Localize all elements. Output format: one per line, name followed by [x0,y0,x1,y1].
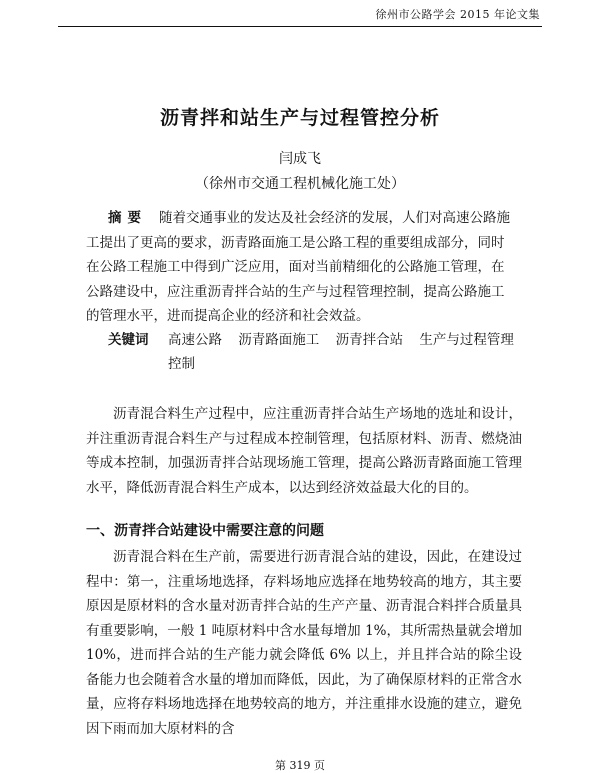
author-affiliation: （徐州市交通工程机械化施工处） [195,176,405,192]
section-heading: 一、沥青拌合站建设中需要注意的问题 [86,523,324,539]
running-header: 徐州市公路学会 2015 年论文集 [375,8,540,21]
keywords [108,328,518,376]
abstract-text: 随着交通事业的发达及社会经济的发展，人们对高速公路施工提出了更高的要求，沥青路面施工是公路工程的重要组成部分，同时在公路工程施工中得到广泛应用，面对当前精细化的公路施工管理，在公路建设中，应注重沥青拌合站的生产与过程管理控制，提高公路施工的管理水平，进而提高企业的经济和社会效益。 [86,210,510,324]
body-paragraph-1: 沥青混合料生产过程中，应注重沥青拌合站生产场地的选址和设计，并注重沥青混合料生产与过程成本控制管理，包括原材料、沥青、燃烧油等成本控制，加强沥青拌合站现场施工管理，提高公路沥青路面施工管理水平，降低沥青混合料生产成本，以达到经济效益最大化的目的。 [86,406,522,496]
page-number: 第 319 页 [275,759,325,772]
abstract-label: 摘要 [108,210,147,226]
header-rule [58,26,542,27]
paper-title: 沥青拌和站生产与过程管控分析 [159,107,440,129]
keywords-text: 高速公路 沥青路面施工 沥青拌合站 生产与过程管理控制 [168,332,514,372]
keywords-label: 关键词 [108,332,149,348]
abstract [86,206,516,329]
body-paragraph-2: 沥青混合料在生产前，需要进行沥青混合站的建设，因此，在建设过程中：第一，注重场地选择，存料场地应选择在地势较高的地方，其主要原因是原材料的含水量对沥青拌合站的生产产量、沥青混合料拌合质量具有重要影响，一般 1 吨原材料中含水量每增加 1%，其所需热量就会增加 10%，进而拌合站的生产能力就会降低 6% 以上，并且拌合站的除尘设备能力也会随着含水量的增加而降低，因此，为了确保原材料的正常含水量，应将存料场地选择在地势较高的地方，并注重排水设施的建立，避免因下雨而加大原材料的含 [86,549,522,737]
author-name: 闫成飞 [279,151,321,167]
